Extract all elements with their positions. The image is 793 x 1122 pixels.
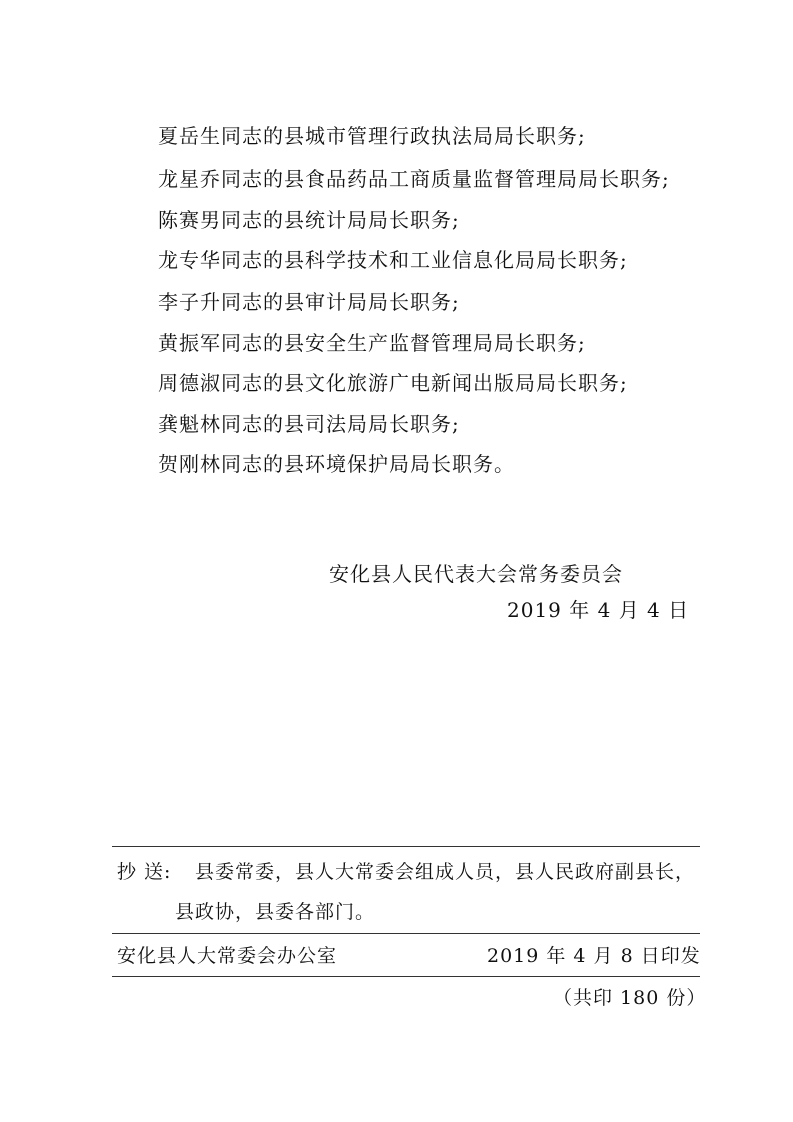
appointment-line-4: 龙专华同志的县科学技术和工业信息化局局长职务; <box>158 248 628 272</box>
appointment-line-6: 黄振军同志的县安全生产监督管理局局长职务; <box>158 331 586 355</box>
appointment-line-7: 周德淑同志的县文化旅游广电新闻出版局局长职务; <box>158 371 628 395</box>
issuing-office: 安化县人大常委会办公室 <box>117 945 338 967</box>
appointment-line-8: 龚魁林同志的县司法局局长职务; <box>158 412 460 436</box>
cc-line-1: 县委常委，县人大常委会组成人员，县人民政府副县长， <box>195 861 696 883</box>
cc-label: 抄 送: <box>117 861 172 883</box>
footer-bottom-rule <box>112 976 700 977</box>
appointment-line-1: 夏岳生同志的县城市管理行政执法局局长职务; <box>158 124 586 148</box>
issue-date: 2019 年 4 月 8 日印发 <box>487 945 701 967</box>
copies-count: （共印 180 份） <box>553 987 707 1009</box>
appointment-line-9: 贺刚林同志的县环境保护局局长职务。 <box>158 452 515 476</box>
cc-line-2: 县政协，县委各部门。 <box>175 901 376 923</box>
signature-date: 2019 年 4 月 4 日 <box>507 598 690 622</box>
appointment-line-2: 龙星乔同志的县食品药品工商质量监督管理局局长职务; <box>158 167 670 191</box>
appointment-line-3: 陈赛男同志的县统计局局长职务; <box>158 208 460 232</box>
footer-middle-rule <box>112 933 700 934</box>
appointment-line-5: 李子升同志的县审计局局长职务; <box>158 290 460 314</box>
issuer-name: 安化县人民代表大会常务委员会 <box>329 562 623 586</box>
footer-top-rule <box>112 846 700 847</box>
